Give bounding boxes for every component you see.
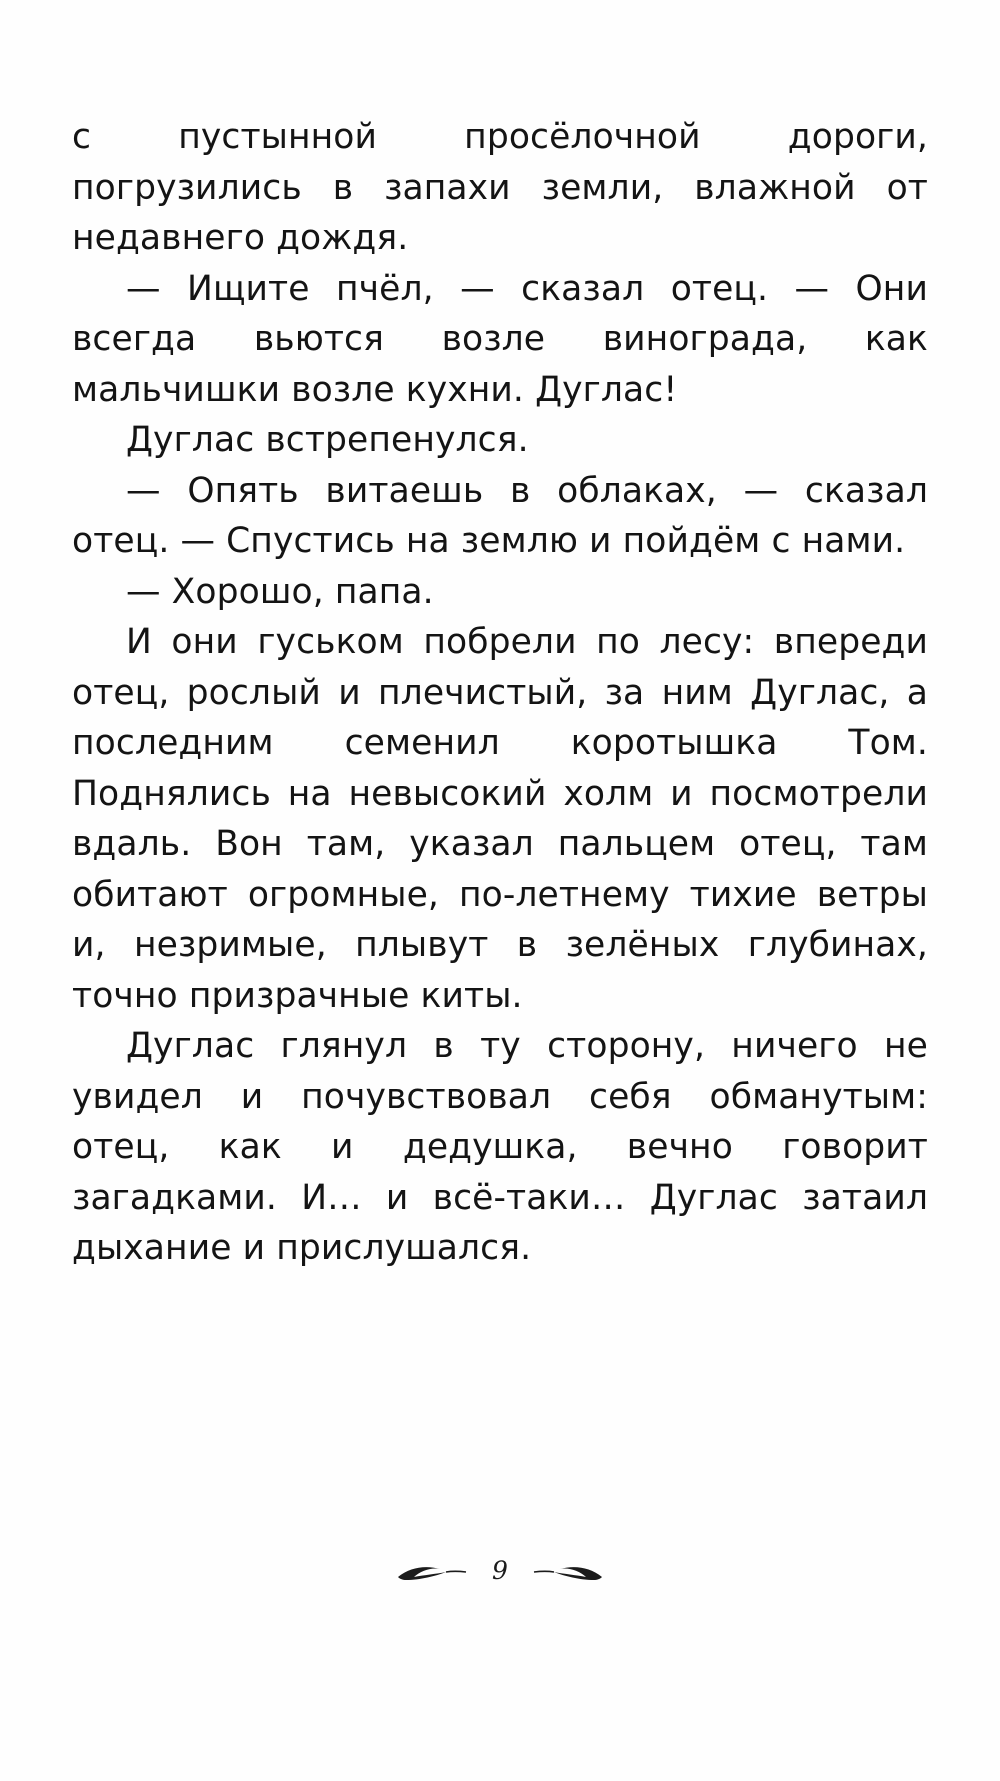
page-footer [0,1558,1000,1585]
paragraph: И они гуськом побрели по лесу: впереди отец, рослый и плечистый, за ним Дуглас, а последним семенил коротышка Том. Поднялись на невысокий холм и посмотрели вдаль. Вон там, указал пальцем отец, там обитают огромные, по-летнему тихие ветры и, незримые, плывут в зелёных глубинах, точно призрачные киты. [72,622,928,1016]
paragraph: — Опять витаешь в облаках, — сказал отец. — Спустись на землю и пойдём с нами. [72,470,928,561]
paragraph: Дуглас встрепенулся. [126,420,529,460]
page-text-block [72,112,928,1274]
paragraph: — Хорошо, папа. [126,571,434,612]
paragraph: — Ищите пчёл, — сказал отец. — Они всегда вьются возле винограда, как мальчишки возле кухни. Дуглас! [72,268,928,410]
leaf-flourish-left-icon [396,1561,474,1583]
page-number: 9 [492,1556,508,1585]
paragraph: с пустынной просёлочной дороги, погрузились в запахи земли, влажной от недавнего дождя. [72,117,928,258]
paragraph: Дуглас глянул в ту сторону, ничего не увидел и почувствовал себя обманутым: отец, как и дедушка, вечно говорит загадками. И… и всё-таки… Дуглас затаил дыхание и прислушался. [72,1026,928,1268]
leaf-flourish-right-icon [526,1561,604,1583]
